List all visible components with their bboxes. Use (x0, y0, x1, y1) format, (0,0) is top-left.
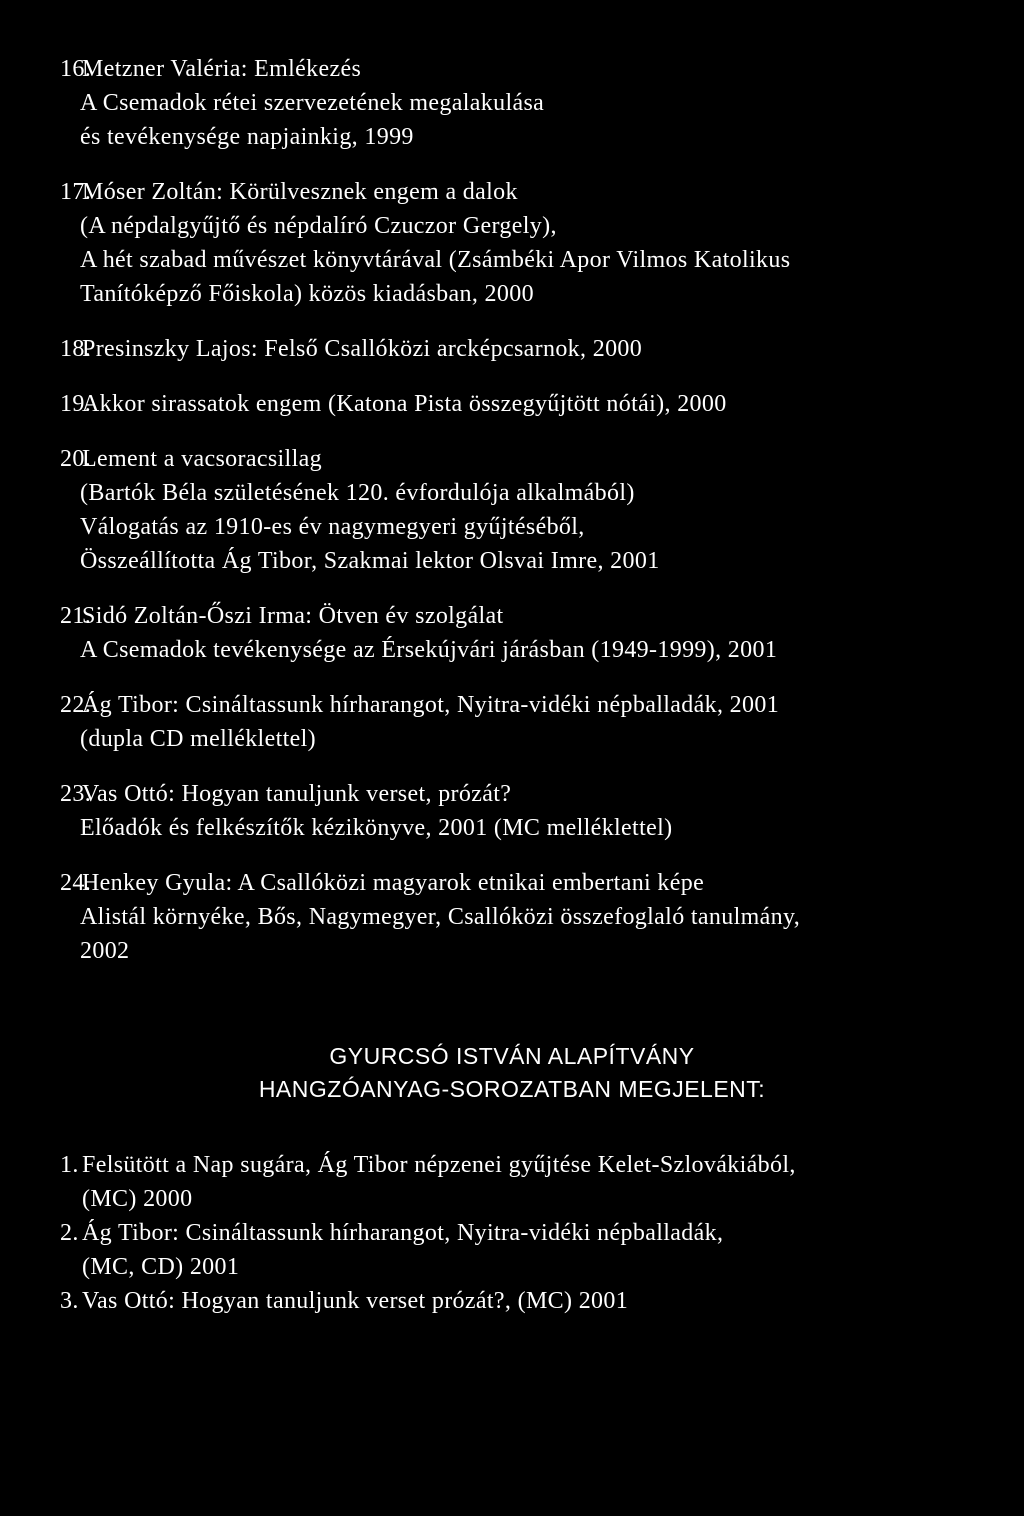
section-heading (0, 1040, 1024, 1106)
entry-line: Metzner Valéria: Emlékezés (82, 56, 362, 82)
entry-line: Presinszky Lajos: Felső Csallóközi arcképcsarnok, 2000 (82, 336, 643, 362)
entry-number: 16. (60, 56, 92, 82)
release-line: Felsütött a Nap sugára, Ág Tibor népzenei gyűjtése Kelet-Szlovákiából, (82, 1152, 796, 1178)
audio-release-list (60, 1148, 1000, 1318)
entry-number: 20. (60, 446, 92, 472)
audio-release-entry-1 (60, 1148, 1000, 1216)
entry-line: Összeállította Ág Tibor, Szakmai lektor Olsvai Imre, 2001 (80, 548, 660, 574)
entry-line: Móser Zoltán: Körülvesznek engem a dalok (82, 179, 518, 205)
entry-line: és tevékenysége napjainkig, 1999 (80, 124, 414, 150)
publication-entry-17 (60, 175, 980, 311)
entry-number: 24. (60, 870, 92, 896)
entry-line: Sidó Zoltán-Őszi Irma: Ötven év szolgálat (82, 603, 504, 629)
entry-line: Válogatás az 1910-es év nagymegyeri gyűjtéséből, (80, 514, 585, 540)
release-line: Vas Ottó: Hogyan tanuljunk verset prózát?, (MC) 2001 (82, 1288, 629, 1314)
section-heading-line-2: HANGZÓANYAG-SOROZATBAN MEGJELENT: (258, 1076, 766, 1102)
entry-line: Akkor sirassatok engem (Katona Pista összegyűjtött nótái), 2000 (82, 391, 727, 417)
entry-number: 18. (60, 336, 92, 362)
publication-entry-19 (60, 387, 980, 421)
publication-entry-24 (60, 866, 980, 968)
publication-entry-21 (60, 599, 980, 667)
entry-number: 23. (60, 781, 92, 807)
entry-line: Alistál környéke, Bős, Nagymegyer, Csallóközi összefoglaló tanulmány, (80, 904, 801, 930)
entry-number: 21. (60, 603, 92, 629)
publication-entry-22 (60, 688, 980, 756)
publication-entry-18 (60, 332, 980, 366)
release-number: 3. (60, 1288, 79, 1314)
entry-line: Tanítóképző Főiskola) közös kiadásban, 2000 (80, 281, 534, 307)
release-line: (MC) 2000 (82, 1186, 193, 1212)
entry-number: 17. (60, 179, 92, 205)
entry-line: Henkey Gyula: A Csallóközi magyarok etnikai embertani képe (82, 870, 705, 896)
entry-line: A Csemadok rétei szervezetének megalakulása (80, 90, 545, 116)
publication-entry-16 (60, 52, 980, 154)
entry-number: 19. (60, 391, 92, 417)
entry-line: (dupla CD melléklettel) (80, 726, 316, 752)
audio-release-entry-2 (60, 1216, 1000, 1284)
release-number: 1. (60, 1152, 79, 1178)
entry-line: Vas Ottó: Hogyan tanuljunk verset, prózát? (82, 781, 512, 807)
release-line: Ág Tibor: Csináltassunk hírharangot, Nyitra-vidéki népballadák, (82, 1220, 724, 1246)
release-number: 2. (60, 1220, 79, 1246)
entry-line: (Bartók Béla születésének 120. évfordulója alkalmából) (80, 480, 635, 506)
release-line: (MC, CD) 2001 (82, 1254, 240, 1280)
entry-line: (A népdalgyűjtő és népdalíró Czuczor Gergely), (80, 213, 557, 239)
publication-list (60, 52, 980, 989)
publication-entry-23 (60, 777, 980, 845)
entry-line: A Csemadok tevékenysége az Érsekújvári járásban (1949-1999), 2001 (80, 637, 778, 663)
section-heading-line-1: GYURCSÓ ISTVÁN ALAPÍTVÁNY (329, 1043, 695, 1069)
entry-line: 2002 (80, 938, 130, 964)
entry-line: Előadók és felkészítők kézikönyve, 2001 (MC melléklettel) (80, 815, 673, 841)
audio-release-entry-3 (60, 1284, 1000, 1318)
entry-line: A hét szabad művészet könyvtárával (Zsámbéki Apor Vilmos Katolikus (80, 247, 791, 273)
entry-line: Ág Tibor: Csináltassunk hírharangot, Nyitra-vidéki népballadák, 2001 (82, 692, 780, 718)
entry-line: Lement a vacsoracsillag (82, 446, 322, 472)
publication-entry-20 (60, 442, 980, 578)
entry-number: 22. (60, 692, 92, 718)
